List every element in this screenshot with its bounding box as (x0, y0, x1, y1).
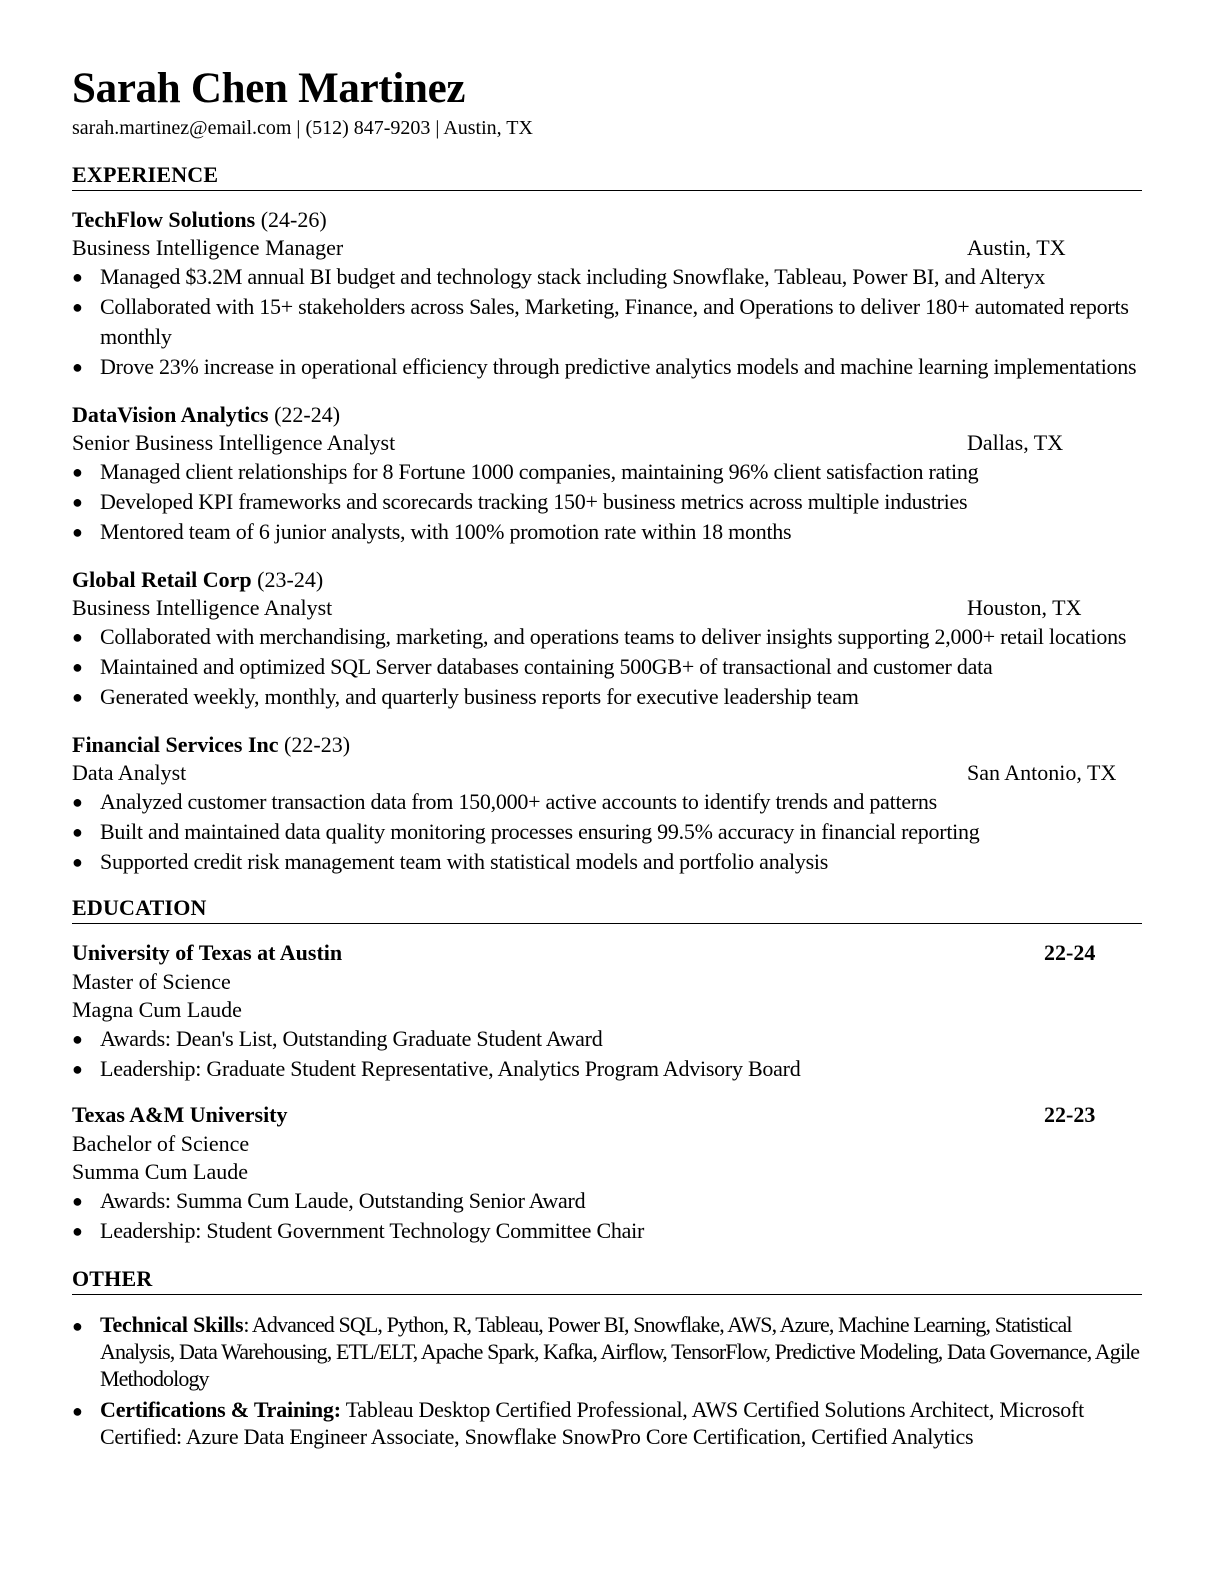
bullet-text: Maintained and optimized SQL Server databases containing 500GB+ of transactional and customer data (100, 654, 993, 679)
job-subheader (72, 759, 1142, 787)
job-company: DataVision Analytics (72, 402, 269, 427)
education-bullets (72, 1024, 1142, 1084)
bullet-item (72, 517, 1142, 547)
job-header (72, 730, 1142, 759)
job-location: Austin, TX (967, 235, 1066, 260)
school-name: University of Texas at Austin (72, 940, 343, 965)
bullet-icon: ● (72, 462, 83, 482)
bullet-text: Awards: Dean's List, Outstanding Graduate Student Award (100, 1026, 603, 1051)
other-list (72, 1311, 1142, 1450)
technical-skills-item (72, 1311, 1142, 1392)
degree: Bachelor of Science (72, 1131, 250, 1156)
bullet-item (72, 487, 1142, 517)
bullet-item (72, 457, 1142, 487)
job-subheader (72, 594, 1142, 622)
job-subheader (72, 429, 1142, 457)
bullet-text: Leadership: Graduate Student Representative, Analytics Program Advisory Board (100, 1056, 801, 1081)
job-entry (72, 400, 1142, 547)
job-company: Financial Services Inc (72, 732, 279, 757)
bullet-text: Collaborated with 15+ stakeholders across Sales, Marketing, Finance, and Operations to deliver 180+ automated reports monthly (100, 294, 1129, 349)
job-company: Global Retail Corp (72, 567, 252, 592)
job-location: San Antonio, TX (967, 760, 1117, 785)
experience-heading: EXPERIENCE (72, 162, 1142, 191)
job-subheader (72, 234, 1142, 262)
bullet-text: Leadership: Student Government Technology Committee Chair (100, 1218, 645, 1243)
job-company: TechFlow Solutions (72, 207, 256, 232)
education-heading: EDUCATION (72, 895, 1142, 924)
bullet-item (72, 352, 1142, 382)
job-role: Data Analyst (72, 760, 187, 785)
job-role: Senior Business Intelligence Analyst (72, 430, 396, 455)
job-entry (72, 730, 1142, 877)
bullet-icon: ● (72, 1059, 83, 1079)
job-role: Business Intelligence Manager (72, 235, 344, 260)
education-entry (72, 938, 1142, 1084)
education-bullets (72, 1186, 1142, 1246)
job-entry (72, 565, 1142, 712)
bullet-item (72, 682, 1142, 712)
job-header (72, 205, 1142, 234)
bullet-text: Awards: Summa Cum Laude, Outstanding Senior Award (100, 1188, 586, 1213)
bullet-icon: ● (72, 1316, 82, 1336)
bullet-item (72, 622, 1142, 652)
bullet-item (72, 292, 1142, 352)
bullet-icon: ● (72, 267, 83, 287)
bullet-icon: ● (72, 357, 83, 377)
job-period: (23-24) (257, 567, 324, 592)
job-role: Business Intelligence Analyst (72, 595, 333, 620)
education-header (72, 938, 1142, 968)
bullet-icon: ● (72, 822, 83, 842)
bullet-icon: ● (72, 1191, 83, 1211)
bullet-text: Supported credit risk management team with statistical models and portfolio analysis (100, 849, 829, 874)
school-dates: 22-24 (1044, 940, 1096, 965)
job-entry (72, 205, 1142, 382)
bullet-icon: ● (72, 657, 83, 677)
bullet-item (72, 1216, 1142, 1246)
bullet-item (72, 787, 1142, 817)
certifications-item (72, 1396, 1142, 1450)
bullet-item (72, 262, 1142, 292)
job-header (72, 400, 1142, 429)
bullet-item (72, 1054, 1142, 1084)
school-name: Texas A&M University (72, 1102, 288, 1127)
job-bullets (72, 622, 1142, 712)
job-bullets (72, 457, 1142, 547)
degree: Master of Science (72, 969, 231, 994)
job-location: Dallas, TX (967, 430, 1064, 455)
bullet-item (72, 1186, 1142, 1216)
bullet-icon: ● (72, 792, 83, 812)
bullet-item (72, 652, 1142, 682)
bullet-icon: ● (72, 492, 83, 512)
honor: Summa Cum Laude (72, 1159, 248, 1184)
candidate-name: Sarah Chen Martinez (72, 65, 466, 112)
bullet-text: Analyzed customer transaction data from 150,000+ active accounts to identify trends and patterns (100, 789, 937, 814)
technical-skills-label: Technical Skills (100, 1312, 244, 1337)
bullet-icon: ● (72, 687, 83, 707)
job-bullets (72, 787, 1142, 877)
bullet-text: Collaborated with merchandising, marketing, and operations teams to deliver insights supporting 2,000+ retail locations (100, 624, 1127, 649)
technical-skills-text: : Advanced SQL, Python, R, Tableau, Power BI, Snowflake, AWS, Azure, Machine Learning, Statistical Analysis, Data Warehousing, ETL/ELT, Apache Spark, Kafka, Airflow, TensorFlow, Predictive Modeling, Data Governance, Agile Methodology (100, 1312, 1140, 1391)
job-period: (22-24) (274, 402, 341, 427)
experience-list (72, 205, 1142, 877)
bullet-text: Generated weekly, monthly, and quarterly business reports for executive leadership team (100, 684, 859, 709)
job-bullets (72, 262, 1142, 382)
bullet-icon: ● (72, 1029, 83, 1049)
bullet-item (72, 817, 1142, 847)
bullet-icon: ● (72, 852, 83, 872)
certifications-text: Tableau Desktop Certified Professional, AWS Certified Solutions Architect, Microsoft Certified: Azure Data Engineer Associate, Snowflake SnowPro Core Certification, Certified Analytics (100, 1397, 1084, 1449)
other-heading: OTHER (72, 1266, 1142, 1295)
education-entry (72, 1100, 1142, 1246)
bullet-text: Developed KPI frameworks and scorecards tracking 150+ business metrics across multiple industries (100, 489, 968, 514)
bullet-icon: ● (72, 627, 83, 647)
education-header (72, 1100, 1142, 1130)
bullet-text: Managed $3.2M annual BI budget and technology stack including Snowflake, Tableau, Power BI, and Alteryx (100, 264, 1045, 289)
bullet-text: Mentored team of 6 junior analysts, with 100% promotion rate within 18 months (100, 519, 792, 544)
job-period: (22-23) (284, 732, 351, 757)
honor: Magna Cum Laude (72, 997, 242, 1022)
contact-line: sarah.martinez@email.com | (512) 847-9203 | Austin, TX (72, 117, 533, 139)
school-dates: 22-23 (1044, 1102, 1096, 1127)
resume-page (72, 64, 1142, 1450)
certifications-label: Certifications & Training: (100, 1397, 341, 1422)
bullet-text: Managed client relationships for 8 Fortune 1000 companies, maintaining 96% client satisfaction rating (100, 459, 979, 484)
bullet-item (72, 1024, 1142, 1054)
bullet-icon: ● (72, 1221, 83, 1241)
bullet-text: Built and maintained data quality monitoring processes ensuring 99.5% accuracy in financial reporting (100, 819, 980, 844)
bullet-icon: ● (72, 522, 83, 542)
bullet-text: Drove 23% increase in operational efficiency through predictive analytics models and machine learning implementations (100, 354, 1137, 379)
bullet-item (72, 847, 1142, 877)
job-location: Houston, TX (967, 595, 1082, 620)
job-period: (24-26) (260, 207, 327, 232)
bullet-icon: ● (72, 1401, 83, 1421)
job-header (72, 565, 1142, 594)
bullet-icon: ● (72, 297, 83, 317)
